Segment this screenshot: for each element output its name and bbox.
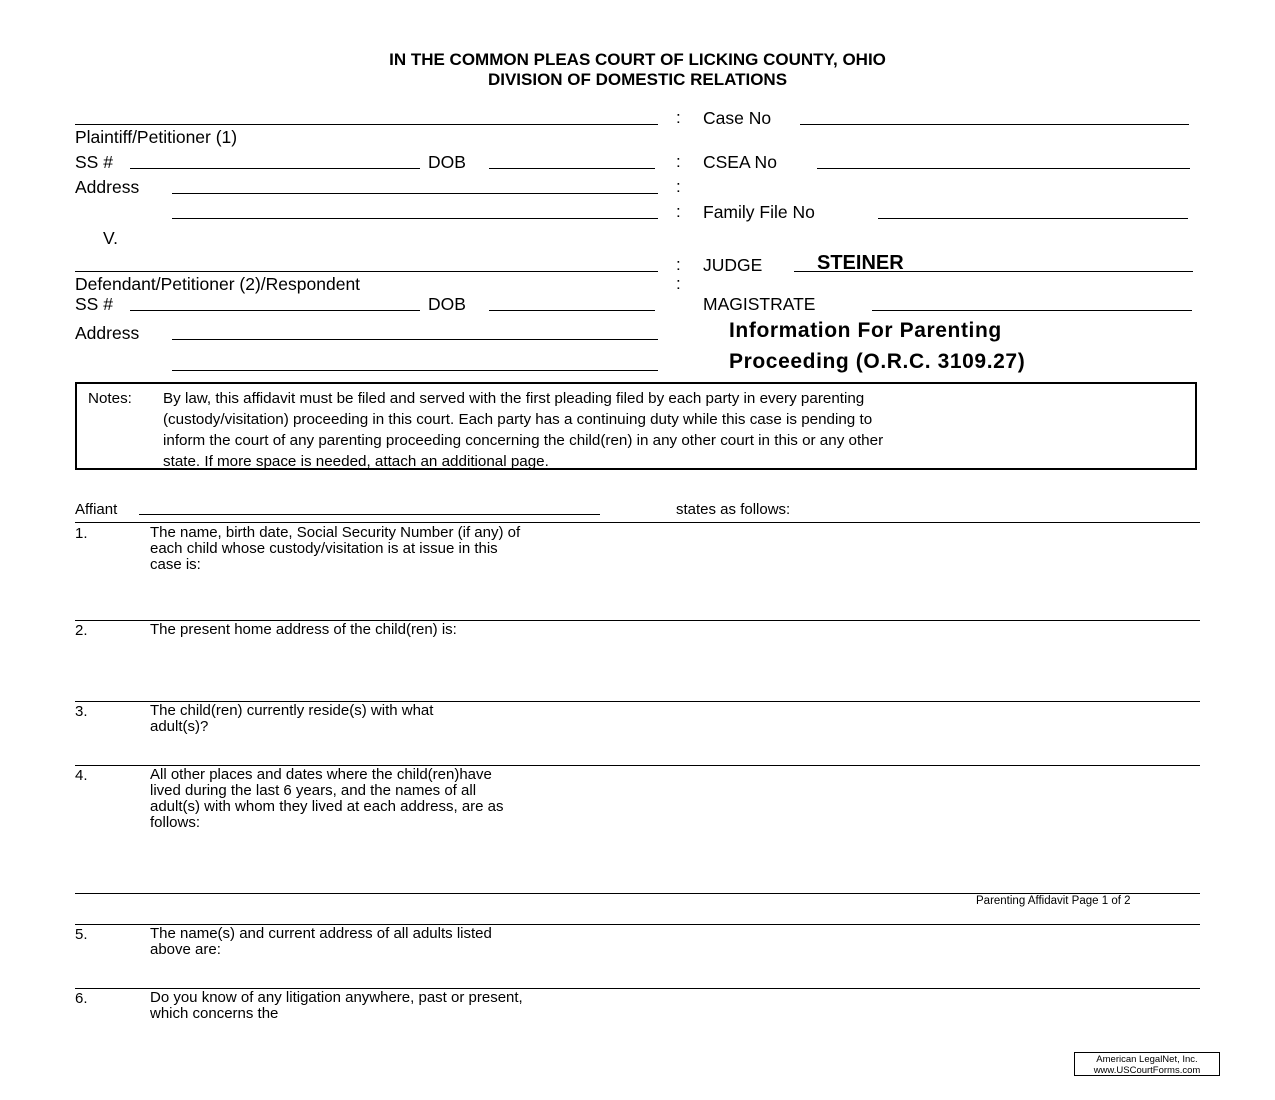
item-number: 6. <box>75 990 88 1007</box>
item-number: 4. <box>75 767 88 784</box>
item-number: 2. <box>75 622 88 639</box>
plaintiff-address-line-2[interactable] <box>172 218 658 219</box>
court-title: IN THE COMMON PLEAS COURT OF LICKING COUNTY, OHIO <box>389 50 886 69</box>
case-no-label: Case No <box>703 108 772 128</box>
notes-label: Notes: <box>88 390 132 407</box>
item-text: The name(s) and current address of all adults listed above are: <box>150 925 492 958</box>
states-as-follows: states as follows: <box>676 501 791 518</box>
page-number-note: Parenting Affidavit Page 1 of 2 <box>976 895 1131 907</box>
defendant-ss-line[interactable] <box>130 310 420 311</box>
csea-no-line[interactable] <box>817 168 1190 169</box>
item-text: The child(ren) currently reside(s) with what adult(s)? <box>150 702 434 735</box>
plaintiff-name-line[interactable] <box>75 124 658 125</box>
item-number: 3. <box>75 703 88 720</box>
plaintiff-dob-line[interactable] <box>489 168 655 169</box>
defendant-dob-line[interactable] <box>489 310 655 311</box>
case-no-line[interactable] <box>800 124 1189 125</box>
division-title: DIVISION OF DOMESTIC RELATIONS <box>487 70 788 89</box>
csea-no-label: CSEA No <box>703 152 777 172</box>
item-separator <box>75 522 1200 523</box>
dob-label: DOB <box>428 152 466 172</box>
magistrate-label: MAGISTRATE <box>703 294 816 314</box>
defendant-label: Defendant/Petitioner (2)/Respondent <box>75 274 361 294</box>
colon-5: : <box>676 255 681 274</box>
ss-label: SS # <box>75 152 113 172</box>
item-text: Do you know of any litigation anywhere, past or present, which concerns the <box>150 989 523 1022</box>
judge-name: STEINER <box>817 252 904 274</box>
item-number: 5. <box>75 926 88 943</box>
plaintiff-label: Plaintiff/Petitioner (1) <box>75 127 238 147</box>
colon-2: : <box>676 152 681 171</box>
defendant-address-line-2[interactable] <box>172 370 658 371</box>
family-file-line[interactable] <box>878 218 1188 219</box>
judge-label: JUDGE <box>703 255 763 275</box>
notes-line-2: (custody/visitation) proceeding in this court. Each party has a continuing duty while this case is pending to <box>163 411 873 428</box>
notes-line-4: state. If more space is needed, attach an additional page. <box>163 453 549 470</box>
defendant-name-line[interactable] <box>75 271 658 272</box>
magistrate-line[interactable] <box>872 310 1192 311</box>
colon-6: : <box>676 274 681 293</box>
address-label: Address <box>75 177 140 197</box>
publisher-url: www.USCourtForms.com <box>1093 1065 1201 1076</box>
versus-label: V. <box>103 228 118 248</box>
colon-3: : <box>676 177 681 196</box>
defendant-address-line-1[interactable] <box>172 339 658 340</box>
item-separator <box>75 893 1200 894</box>
plaintiff-address-line-1[interactable] <box>172 193 658 194</box>
notes-line-3: inform the court of any parenting proceeding concerning the child(ren) in any other court in this or any other <box>163 432 884 449</box>
colon-1: : <box>676 108 681 127</box>
family-file-label: Family File No <box>703 202 815 222</box>
notes-line-1: By law, this affidavit must be filed and served with the first pleading filed by each party in every parenting <box>163 390 865 407</box>
item-text: The name, birth date, Social Security Number (if any) of each child whose custody/visitation is at issue in this case is: <box>150 524 521 573</box>
address-label-2: Address <box>75 323 140 343</box>
form-title-line-1: Information For Parenting <box>729 319 1002 342</box>
item-number: 1. <box>75 525 88 542</box>
ss-label-2: SS # <box>75 294 113 314</box>
affiant-name-line[interactable] <box>139 514 600 515</box>
form-title-line-2: Proceeding (O.R.C. 3109.27) <box>729 350 1026 373</box>
dob-label-2: DOB <box>428 294 466 314</box>
item-text: The present home address of the child(ren) is: <box>150 621 457 638</box>
colon-4: : <box>676 202 681 221</box>
publisher-stamp <box>1074 1052 1220 1076</box>
affiant-label: Affiant <box>75 501 118 518</box>
plaintiff-ss-line[interactable] <box>130 168 420 169</box>
publisher-name: American LegalNet, Inc. <box>1096 1054 1198 1065</box>
item-text: All other places and dates where the child(ren)have lived during the last 6 years, and the names of all adult(s) with whom they lived at each address, are as follows: <box>150 766 504 831</box>
